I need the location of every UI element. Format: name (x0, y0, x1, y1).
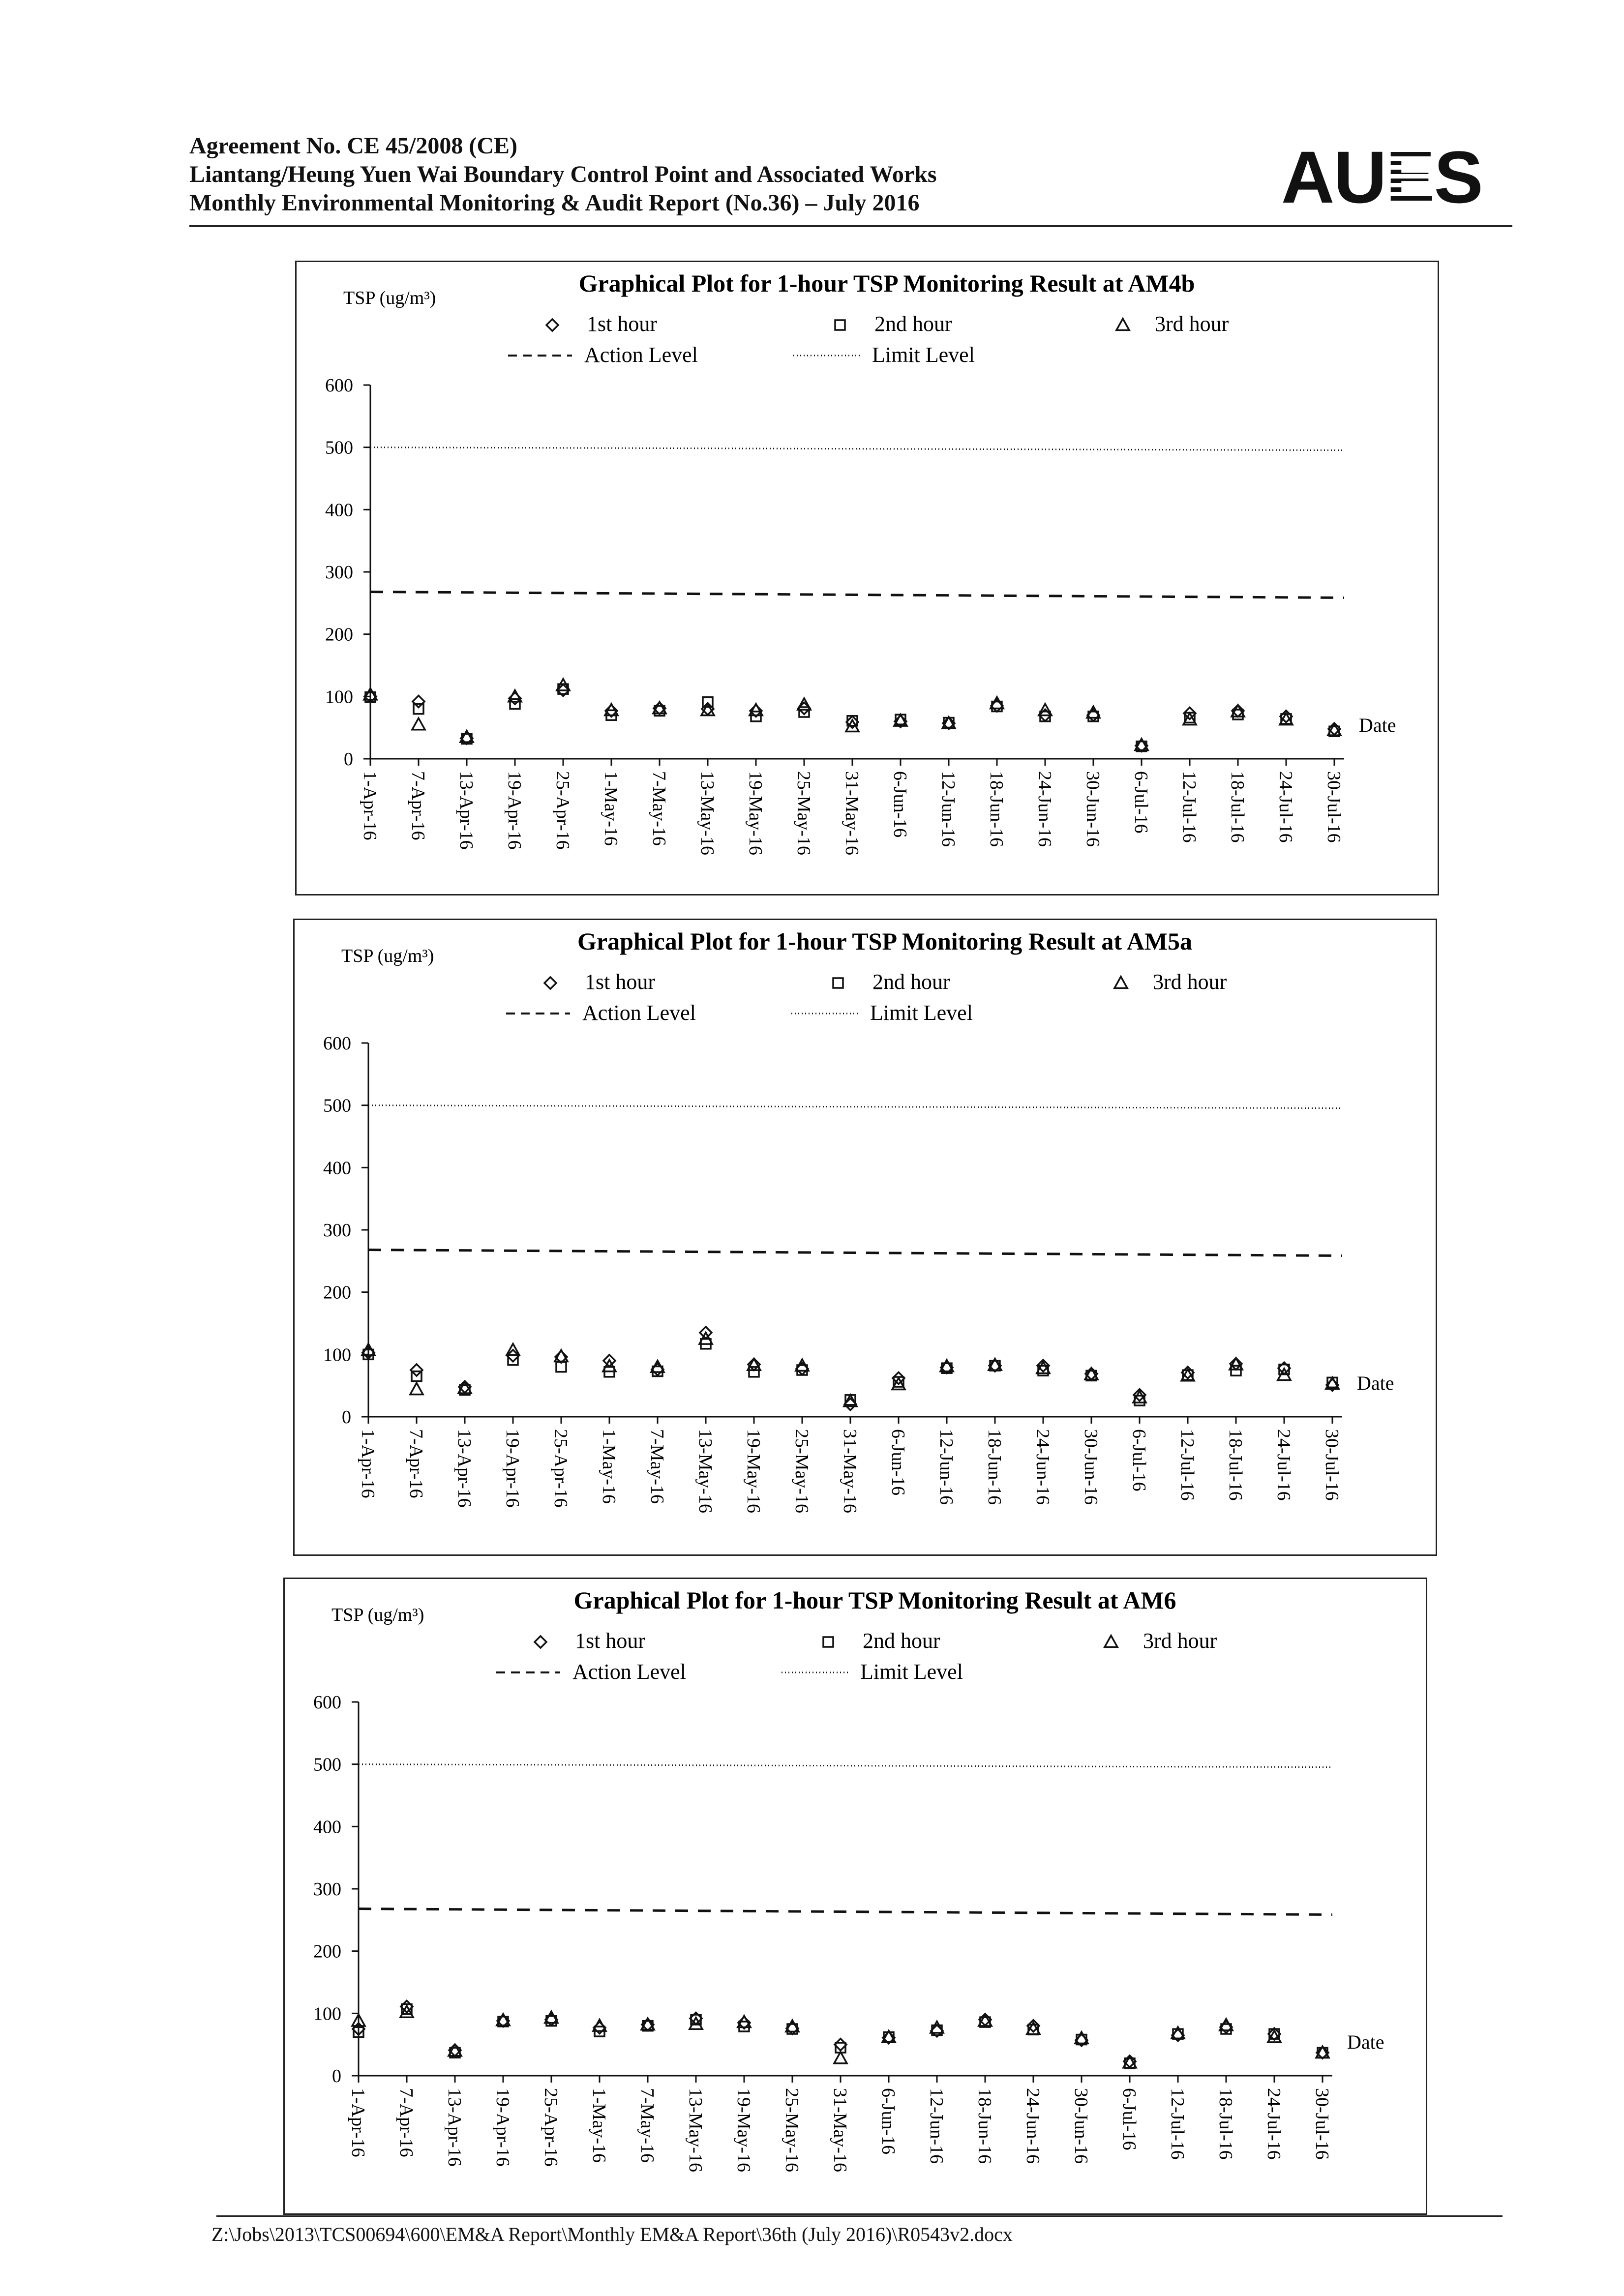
x-tick-label: 7-May-16 (649, 771, 669, 846)
y-tick-label: 100 (325, 686, 353, 708)
aues-logo: AUES (1281, 136, 1482, 218)
report-title: Monthly Environmental Monitoring & Audit Report (No.36) – July 2016 (189, 190, 920, 216)
x-tick-label: 25-Apr-16 (550, 1429, 571, 1508)
y-tick-label: 0 (344, 749, 353, 770)
chart-title: Graphical Plot for 1-hour TSP Monitoring Result at AM5a (577, 927, 1193, 955)
x-tick-label: 7-Apr-16 (408, 771, 428, 840)
action-level-line (368, 1250, 1342, 1256)
x-tick-label: 13-Apr-16 (454, 1429, 475, 1508)
x-tick-label: 24-Jul-16 (1275, 771, 1296, 843)
legend-1st-hour-label: 1st hour (587, 312, 657, 336)
x-axis-label: Date (1347, 2031, 1384, 2053)
x-tick-label: 31-May-16 (842, 771, 862, 855)
data-point-square (749, 1367, 759, 1377)
x-tick-label: 12-Jun-16 (938, 771, 959, 847)
chart-svg-0 (297, 262, 1438, 896)
x-tick-label: 1-May-16 (589, 2088, 609, 2163)
x-tick-label: 18-Jul-16 (1227, 771, 1248, 843)
y-tick-label: 100 (313, 2003, 341, 2025)
x-tick-label: 12-Jul-16 (1167, 2088, 1188, 2160)
y-tick-label: 100 (323, 1344, 351, 1366)
x-tick-label: 18-Jun-16 (984, 1429, 1005, 1505)
legend-1st-hour-label: 1st hour (585, 970, 655, 994)
x-tick-label: 13-Apr-16 (456, 771, 477, 850)
data-point-square (508, 1355, 518, 1365)
action-level-line (370, 592, 1344, 598)
y-tick-label: 400 (325, 500, 353, 521)
y-tick-label: 200 (313, 1941, 341, 1962)
legend-3rd-hour-label: 3rd hour (1153, 970, 1227, 994)
x-tick-label: 19-Apr-16 (492, 2088, 513, 2167)
x-tick-label: 6-Jun-16 (878, 2088, 899, 2155)
y-axis-label: TSP (ug/m³) (331, 1605, 424, 1625)
x-tick-label: 18-Jun-16 (986, 771, 1007, 847)
x-tick-label: 25-Apr-16 (552, 771, 573, 850)
x-tick-label: 24-Jul-16 (1273, 1429, 1294, 1501)
y-tick-label: 0 (332, 2066, 341, 2087)
y-tick-label: 500 (323, 1095, 351, 1116)
legend-2nd-hour-label: 2nd hour (863, 1629, 940, 1653)
y-axis-label: TSP (ug/m³) (343, 288, 436, 308)
x-tick-label: 1-May-16 (599, 1429, 619, 1504)
limit-level-line (370, 447, 1344, 450)
y-tick-label: 200 (325, 624, 353, 645)
legend-2nd-hour-marker (823, 1637, 833, 1647)
x-tick-label: 31-May-16 (830, 2088, 850, 2172)
y-tick-label: 0 (342, 1407, 351, 1428)
legend-3rd-hour-label: 3rd hour (1143, 1629, 1217, 1653)
legend-limit-label: Limit Level (870, 1001, 973, 1025)
action-level-line (359, 1909, 1332, 1915)
x-tick-label: 25-May-16 (791, 1429, 812, 1513)
x-tick-label: 18-Jul-16 (1225, 1429, 1246, 1501)
project-title: Liantang/Heung Yuen Wai Boundary Control Point and Associated Works (189, 161, 937, 187)
data-point-triangle (1230, 1358, 1242, 1370)
footer-rule (216, 2215, 1503, 2217)
x-tick-label: 25-May-16 (793, 771, 814, 855)
x-tick-label: 7-May-16 (647, 1429, 667, 1504)
x-tick-label: 7-Apr-16 (406, 1429, 426, 1498)
x-tick-label: 30-Jul-16 (1323, 771, 1344, 843)
chart-am6 (283, 1578, 1427, 2215)
chart-svg-2 (285, 1579, 1426, 2213)
y-tick-label: 600 (325, 375, 353, 396)
legend-2nd-hour-marker (833, 978, 843, 988)
x-tick-label: 24-Jun-16 (1034, 771, 1055, 847)
legend-3rd-hour-label: 3rd hour (1155, 312, 1229, 336)
x-tick-label: 30-Jul-16 (1312, 2088, 1332, 2160)
chart-title: Graphical Plot for 1-hour TSP Monitoring Result at AM6 (573, 1586, 1176, 1614)
x-tick-label: 13-Apr-16 (444, 2088, 465, 2167)
x-tick-label: 30-Jun-16 (1083, 771, 1103, 847)
y-tick-label: 200 (323, 1282, 351, 1303)
x-tick-label: 18-Jun-16 (974, 2088, 995, 2164)
legend-action-label: Action Level (584, 343, 698, 367)
x-tick-label: 6-Jul-16 (1131, 771, 1151, 834)
limit-level-line (359, 1764, 1332, 1767)
legend-1st-hour-marker (546, 319, 558, 331)
x-tick-label: 13-May-16 (695, 1429, 716, 1513)
x-tick-label: 25-May-16 (782, 2088, 802, 2172)
x-tick-label: 6-Jun-16 (888, 1429, 908, 1496)
x-tick-label: 19-Apr-16 (502, 1429, 523, 1508)
x-tick-label: 7-Apr-16 (396, 2088, 417, 2157)
x-tick-label: 31-May-16 (840, 1429, 860, 1513)
data-point-triangle (834, 2052, 847, 2063)
x-tick-label: 6-Jul-16 (1119, 2088, 1140, 2150)
legend-3rd-hour-marker (1114, 977, 1127, 988)
limit-level-line (368, 1105, 1342, 1108)
legend-2nd-hour-label: 2nd hour (874, 312, 952, 336)
x-tick-label: 13-May-16 (685, 2088, 706, 2172)
x-tick-label: 6-Jul-16 (1129, 1429, 1149, 1491)
y-tick-label: 300 (325, 562, 353, 583)
legend-1st-hour-marker (544, 977, 556, 989)
x-tick-label: 1-May-16 (601, 771, 621, 846)
footer-file-path: Z:\Jobs\2013\TCS00694\600\EM&A Report\Monthly EM&A Report\36th (July 2016)\R0543v2.docx (211, 2223, 1013, 2245)
agreement-number: Agreement No. CE 45/2008 (CE) (189, 133, 518, 159)
y-tick-label: 300 (313, 1879, 341, 1900)
chart-svg-1 (295, 920, 1436, 1554)
x-tick-label: 13-May-16 (697, 771, 718, 855)
data-point-triangle (748, 1359, 760, 1370)
x-tick-label: 24-Jun-16 (1032, 1429, 1053, 1505)
legend-action-label: Action Level (572, 1660, 686, 1684)
x-tick-label: 24-Jul-16 (1263, 2088, 1284, 2160)
legend-action-label: Action Level (582, 1001, 696, 1025)
data-point-square (799, 707, 809, 717)
x-tick-label: 12-Jul-16 (1177, 1429, 1198, 1501)
legend-limit-label: Limit Level (872, 343, 975, 367)
y-tick-label: 600 (323, 1033, 351, 1054)
chart-am5a (293, 919, 1437, 1556)
y-tick-label: 400 (313, 1817, 341, 1838)
x-tick-label: 30-Jul-16 (1322, 1429, 1342, 1501)
y-tick-label: 300 (323, 1220, 351, 1241)
data-point-triangle (412, 718, 425, 729)
x-axis-label: Date (1357, 1372, 1394, 1394)
data-point-triangle (410, 1383, 423, 1394)
x-tick-label: 6-Jun-16 (890, 771, 910, 838)
x-tick-label: 7-May-16 (637, 2088, 658, 2163)
x-tick-label: 30-Jun-16 (1071, 2088, 1091, 2164)
x-tick-label: 19-May-16 (733, 2088, 754, 2172)
x-tick-label: 19-Apr-16 (504, 771, 525, 850)
x-tick-label: 19-May-16 (743, 1429, 764, 1513)
y-tick-label: 500 (325, 437, 353, 458)
legend-3rd-hour-marker (1105, 1636, 1117, 1647)
data-point-square (414, 704, 423, 714)
x-tick-label: 19-May-16 (745, 771, 766, 855)
x-tick-label: 1-Apr-16 (358, 1429, 378, 1498)
chart-title: Graphical Plot for 1-hour TSP Monitoring Result at AM4b (578, 269, 1195, 297)
y-axis-label: TSP (ug/m³) (341, 946, 434, 966)
x-tick-label: 18-Jul-16 (1215, 2088, 1236, 2160)
x-tick-label: 12-Jul-16 (1179, 771, 1200, 843)
x-tick-label: 30-Jun-16 (1081, 1429, 1101, 1505)
y-tick-label: 400 (323, 1158, 351, 1179)
legend-3rd-hour-marker (1116, 319, 1129, 330)
x-tick-label: 12-Jun-16 (936, 1429, 957, 1505)
x-tick-label: 24-Jun-16 (1023, 2088, 1043, 2164)
header-rule (189, 225, 1512, 227)
x-axis-label: Date (1359, 714, 1396, 736)
chart-am4b (295, 261, 1439, 895)
legend-1st-hour-label: 1st hour (575, 1629, 645, 1653)
legend-2nd-hour-label: 2nd hour (872, 970, 950, 994)
y-tick-label: 500 (313, 1754, 341, 1775)
x-tick-label: 1-Apr-16 (348, 2088, 368, 2157)
y-tick-label: 600 (313, 1692, 341, 1713)
legend-2nd-hour-marker (835, 320, 845, 330)
legend-limit-label: Limit Level (860, 1660, 963, 1684)
x-tick-label: 12-Jun-16 (926, 2088, 947, 2164)
x-tick-label: 1-Apr-16 (360, 771, 380, 840)
legend-1st-hour-marker (535, 1636, 546, 1648)
x-tick-label: 25-Apr-16 (541, 2088, 561, 2167)
